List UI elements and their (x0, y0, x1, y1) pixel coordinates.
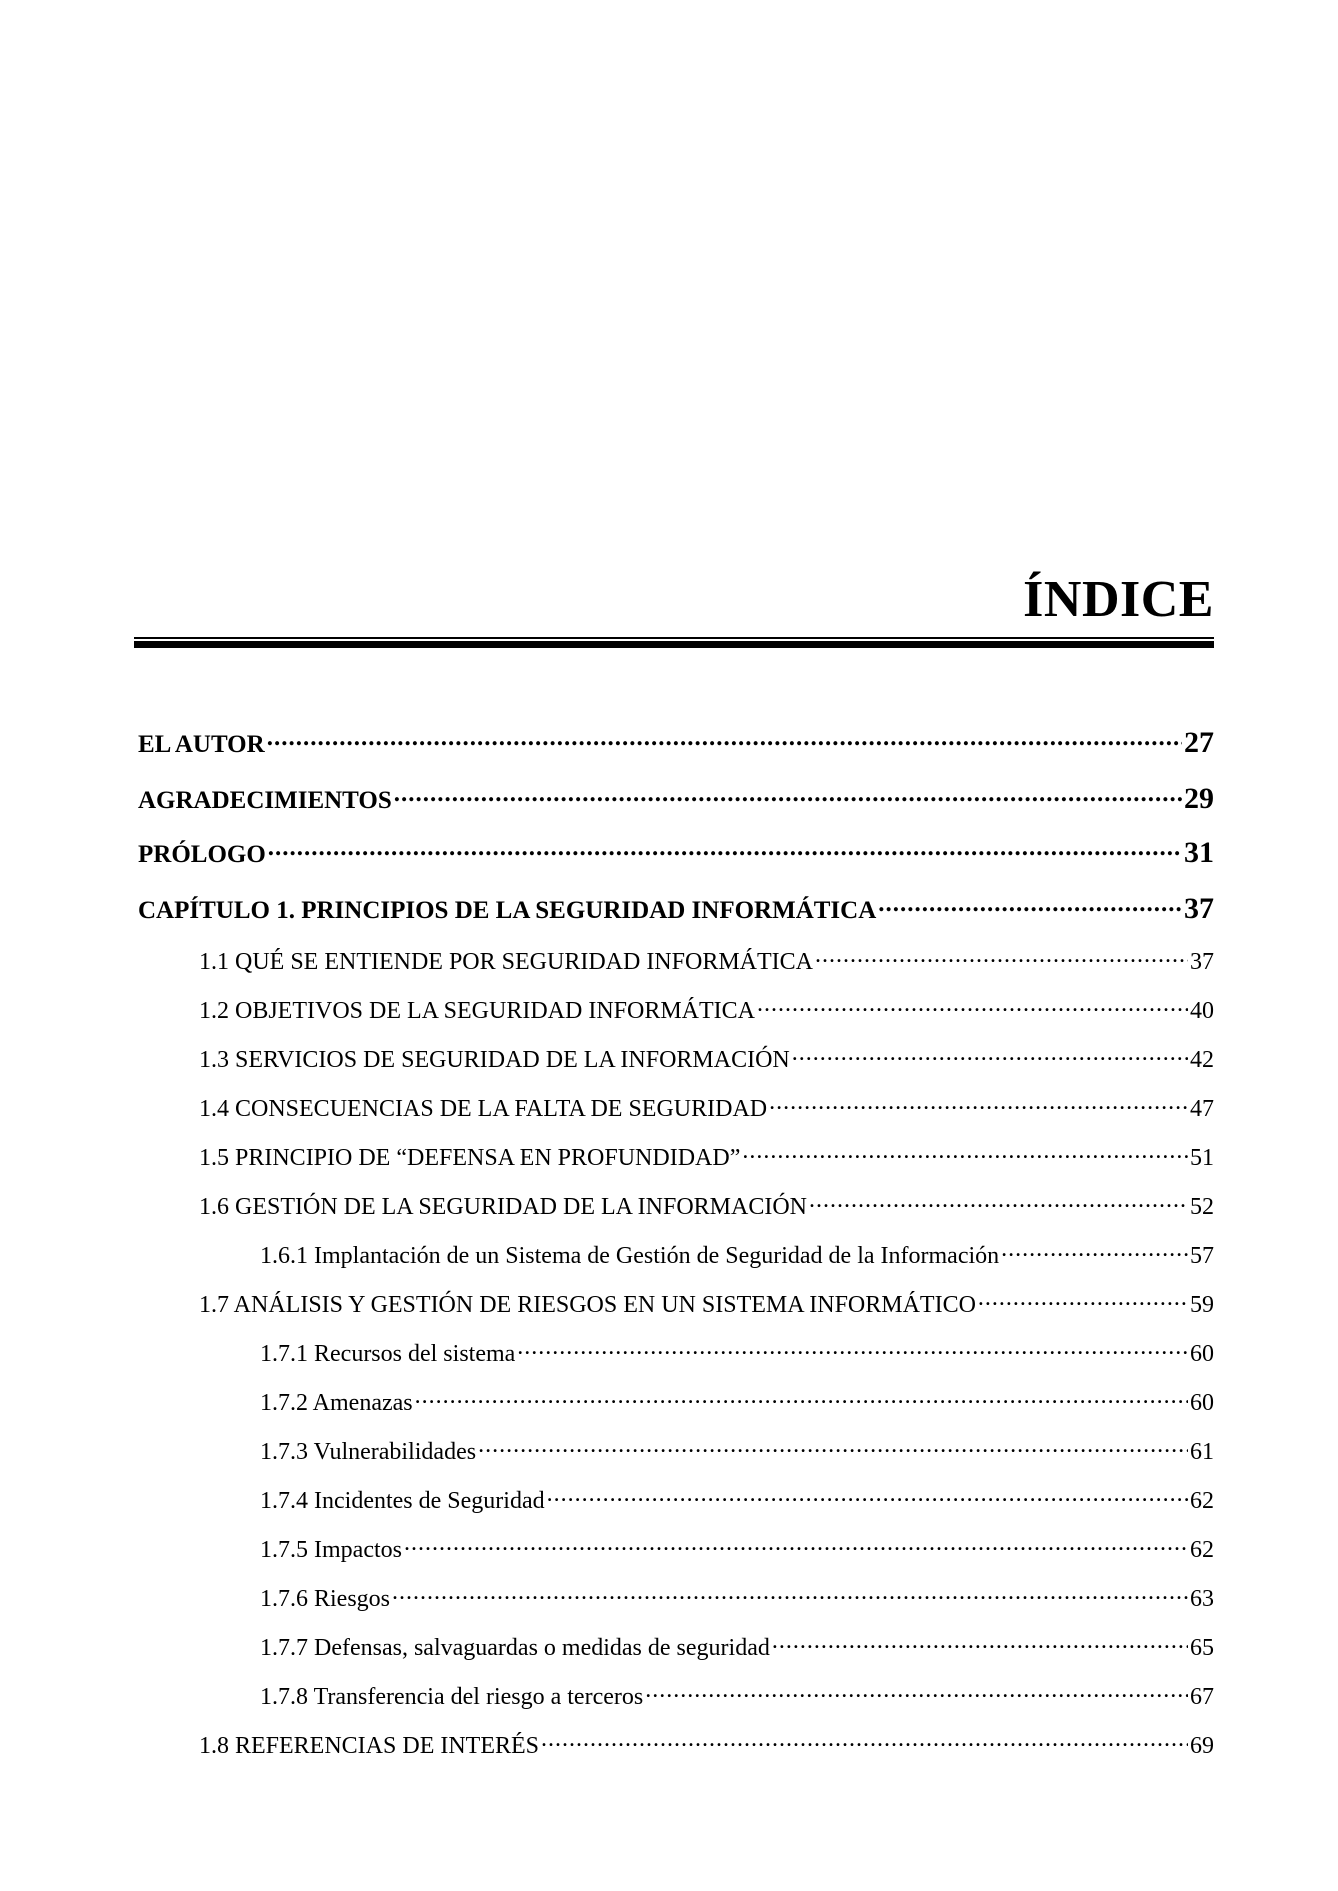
toc-entry-agradecimientos[interactable] (138, 782, 1214, 816)
toc-entry-title: 1.3 SERVICIOS DE SEGURIDAD DE LA INFORMACIÓN (199, 1047, 790, 1073)
toc-leader (1001, 1239, 1188, 1263)
toc-leader (645, 1680, 1188, 1704)
toc-leader (878, 893, 1182, 918)
toc-entry-1-1[interactable] (199, 945, 1214, 976)
toc-leader (772, 1631, 1188, 1655)
toc-entry-1-7-4[interactable] (260, 1484, 1214, 1515)
toc-leader (547, 1484, 1188, 1508)
toc-entry-1-7-8[interactable] (260, 1680, 1214, 1711)
toc-entry-page: 37 (1190, 949, 1214, 975)
toc-entry-title: 1.4 CONSECUENCIAS DE LA FALTA DE SEGURIDAD (199, 1096, 768, 1122)
toc-entry-title: 1.2 OBJETIVOS DE LA SEGURIDAD INFORMÁTICA (199, 998, 756, 1024)
toc-entry-title: 1.7.6 Riesgos (260, 1586, 391, 1612)
toc-entry-page: 67 (1190, 1684, 1214, 1710)
toc-entry-1-2[interactable] (199, 994, 1214, 1025)
toc-leader (267, 727, 1182, 752)
toc-entry-page: 61 (1190, 1439, 1214, 1465)
toc-entry-1-7-7[interactable] (260, 1631, 1214, 1662)
toc-entry-page: 47 (1190, 1096, 1214, 1122)
toc-entry-page: 31 (1184, 836, 1214, 869)
toc-entry-title: 1.6.1 Implantación de un Sistema de Gestión de Seguridad de la Información (260, 1243, 1000, 1269)
toc-entry-title: 1.8 REFERENCIAS DE INTERÉS (199, 1733, 540, 1759)
toc-leader (268, 837, 1182, 862)
toc-entry-1-7-1[interactable] (260, 1337, 1214, 1368)
toc-entry-title: 1.7.1 Recursos del sistema (260, 1341, 516, 1367)
toc-entry-1-7-6[interactable] (260, 1582, 1214, 1613)
toc-entry-title: 1.7.2 Amenazas (260, 1390, 413, 1416)
toc-entry-title: 1.1 QUÉ SE ENTIENDE POR SEGURIDAD INFORMÁTICA (199, 949, 813, 975)
toc-leader (757, 994, 1188, 1018)
toc-entry-page: 59 (1190, 1292, 1214, 1318)
toc-entry-title: 1.7 ANÁLISIS Y GESTIÓN DE RIESGOS EN UN SISTEMA INFORMÁTICO (199, 1292, 976, 1318)
title-rule-thick (134, 641, 1214, 648)
toc-entry-title: EL AUTOR (138, 731, 265, 758)
toc-entry-1-3[interactable] (199, 1043, 1214, 1074)
toc-leader (815, 945, 1188, 969)
toc-entry-page: 42 (1190, 1047, 1214, 1073)
toc-leader (415, 1386, 1188, 1410)
toc-entry-page: 62 (1190, 1488, 1214, 1514)
page-title: ÍNDICE (1023, 571, 1214, 628)
toc-entry-title: 1.7.7 Defensas, salvaguardas o medidas de seguridad (260, 1635, 770, 1661)
toc-entry-1-5[interactable] (199, 1141, 1214, 1172)
toc-leader (394, 783, 1182, 808)
toc-entry-capitulo-1[interactable] (138, 892, 1214, 926)
toc-entry-title: PRÓLOGO (138, 841, 266, 868)
toc-leader (392, 1582, 1188, 1606)
toc-entry-page: 51 (1190, 1145, 1214, 1171)
toc-entry-1-7-3[interactable] (260, 1435, 1214, 1466)
toc-entry-1-7[interactable] (199, 1288, 1214, 1319)
toc-entry-el-autor[interactable] (138, 726, 1214, 760)
toc-entry-page: 69 (1190, 1733, 1214, 1759)
toc-entry-1-8[interactable] (199, 1729, 1214, 1760)
toc-entry-title: 1.5 PRINCIPIO DE “DEFENSA EN PROFUNDIDAD” (199, 1145, 741, 1171)
toc-leader (742, 1141, 1188, 1165)
toc-entry-1-6-1[interactable] (260, 1239, 1214, 1270)
toc-leader (769, 1092, 1188, 1116)
toc-entry-page: 27 (1184, 726, 1214, 759)
toc-entry-title: AGRADECIMIENTOS (138, 787, 392, 814)
toc-entry-page: 60 (1190, 1341, 1214, 1367)
toc-entry-page: 52 (1190, 1194, 1214, 1220)
toc-entry-title: 1.7.4 Incidentes de Seguridad (260, 1488, 545, 1514)
toc-leader (809, 1190, 1188, 1214)
toc-entry-title: 1.7.3 Vulnerabilidades (260, 1439, 477, 1465)
toc-entry-page: 62 (1190, 1537, 1214, 1563)
toc-entry-prologo[interactable] (138, 836, 1214, 870)
toc-entry-title: 1.7.5 Impactos (260, 1537, 402, 1563)
toc-entry-1-6[interactable] (199, 1190, 1214, 1221)
toc-entry-page: 57 (1190, 1243, 1214, 1269)
toc-entry-title: CAPÍTULO 1. PRINCIPIOS DE LA SEGURIDAD INFORMÁTICA (138, 897, 877, 924)
toc-entry-page: 29 (1184, 782, 1214, 815)
toc-entry-title: 1.7.8 Transferencia del riesgo a terceros (260, 1684, 644, 1710)
toc-entry-1-4[interactable] (199, 1092, 1214, 1123)
toc-entry-page: 37 (1184, 892, 1214, 925)
toc-entry-title: 1.6 GESTIÓN DE LA SEGURIDAD DE LA INFORMACIÓN (199, 1194, 807, 1220)
title-rule-thin (134, 637, 1214, 639)
toc-entry-1-7-2[interactable] (260, 1386, 1214, 1417)
toc-leader (541, 1729, 1188, 1753)
toc-entry-page: 63 (1190, 1586, 1214, 1612)
toc-leader (404, 1533, 1188, 1557)
toc-entry-1-7-5[interactable] (260, 1533, 1214, 1564)
toc-entry-page: 65 (1190, 1635, 1214, 1661)
toc-leader (978, 1288, 1188, 1312)
toc-entry-page: 60 (1190, 1390, 1214, 1416)
toc-entry-page: 40 (1190, 998, 1214, 1024)
toc-leader (478, 1435, 1188, 1459)
toc-leader (517, 1337, 1188, 1361)
toc-leader (792, 1043, 1188, 1067)
